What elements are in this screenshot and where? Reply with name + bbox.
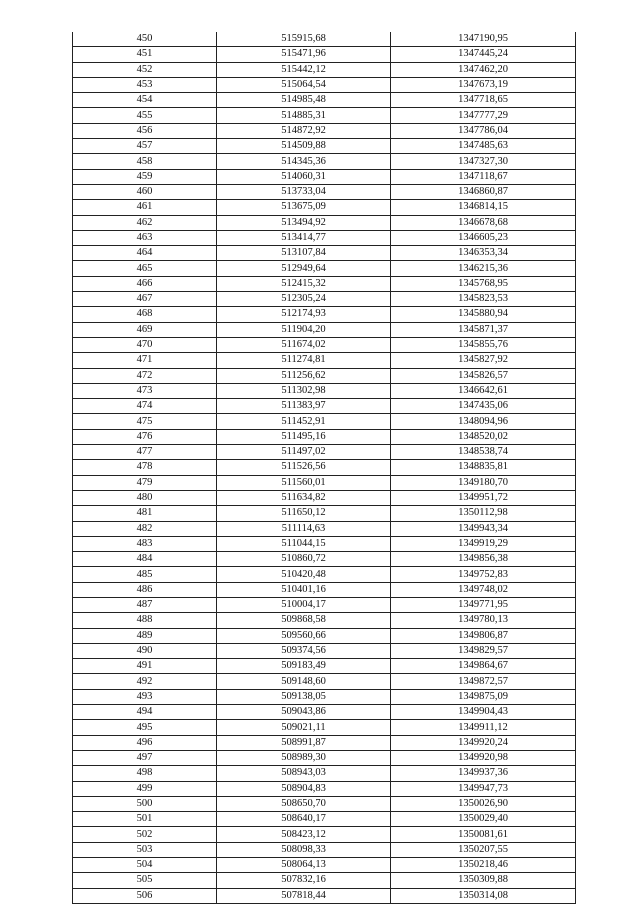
- x-coordinate-cell: 513494,92: [217, 215, 391, 230]
- x-coordinate-cell: 512174,93: [217, 307, 391, 322]
- table-row: [73, 750, 576, 765]
- x-coordinate-cell: 509043,86: [217, 705, 391, 720]
- x-coordinate-cell: 514985,48: [217, 93, 391, 108]
- table-row: [73, 781, 576, 796]
- x-coordinate-cell: 511526,56: [217, 460, 391, 475]
- y-coordinate-cell: 1347435,06: [391, 399, 576, 414]
- point-number-cell: 481: [73, 506, 217, 521]
- x-coordinate-cell: 513675,09: [217, 200, 391, 215]
- point-number-cell: 486: [73, 582, 217, 597]
- y-coordinate-cell: 1348538,74: [391, 445, 576, 460]
- table-row: [73, 628, 576, 643]
- table-row: [73, 659, 576, 674]
- x-coordinate-cell: 510860,72: [217, 552, 391, 567]
- y-coordinate-cell: 1347485,63: [391, 139, 576, 154]
- y-coordinate-cell: 1345855,76: [391, 337, 576, 352]
- table-row: [73, 322, 576, 337]
- y-coordinate-cell: 1347445,24: [391, 47, 576, 62]
- point-number-cell: 456: [73, 123, 217, 138]
- point-number-cell: 495: [73, 720, 217, 735]
- x-coordinate-cell: 513414,77: [217, 230, 391, 245]
- x-coordinate-cell: 508098,33: [217, 842, 391, 857]
- y-coordinate-cell: 1346678,68: [391, 215, 576, 230]
- point-number-cell: 469: [73, 322, 217, 337]
- x-coordinate-cell: 513107,84: [217, 246, 391, 261]
- y-coordinate-cell: 1347327,30: [391, 154, 576, 169]
- x-coordinate-cell: 508064,13: [217, 858, 391, 873]
- point-number-cell: 491: [73, 659, 217, 674]
- point-number-cell: 467: [73, 292, 217, 307]
- table-row: [73, 460, 576, 475]
- y-coordinate-cell: 1349920,24: [391, 735, 576, 750]
- point-number-cell: 493: [73, 689, 217, 704]
- point-number-cell: 479: [73, 475, 217, 490]
- x-coordinate-cell: 509183,49: [217, 659, 391, 674]
- y-coordinate-cell: 1348835,81: [391, 460, 576, 475]
- point-number-cell: 488: [73, 613, 217, 628]
- x-coordinate-cell: 512415,32: [217, 276, 391, 291]
- x-coordinate-cell: 508943,03: [217, 766, 391, 781]
- table-row: [73, 337, 576, 352]
- table-row: [73, 674, 576, 689]
- y-coordinate-cell: 1349780,13: [391, 613, 576, 628]
- point-number-cell: 494: [73, 705, 217, 720]
- y-coordinate-cell: 1350081,61: [391, 827, 576, 842]
- point-number-cell: 498: [73, 766, 217, 781]
- x-coordinate-cell: 508650,70: [217, 796, 391, 811]
- x-coordinate-cell: 508989,30: [217, 750, 391, 765]
- y-coordinate-cell: 1349856,38: [391, 552, 576, 567]
- point-number-cell: 473: [73, 383, 217, 398]
- table-row: [73, 32, 576, 47]
- table-row: [73, 154, 576, 169]
- table-row: [73, 827, 576, 842]
- x-coordinate-cell: 510004,17: [217, 597, 391, 612]
- table-row: [73, 643, 576, 658]
- y-coordinate-cell: 1349829,57: [391, 643, 576, 658]
- y-coordinate-cell: 1347462,20: [391, 62, 576, 77]
- point-number-cell: 503: [73, 842, 217, 857]
- y-coordinate-cell: 1346860,87: [391, 184, 576, 199]
- table-row: [73, 184, 576, 199]
- y-coordinate-cell: 1345826,57: [391, 368, 576, 383]
- x-coordinate-cell: 509374,56: [217, 643, 391, 658]
- y-coordinate-cell: 1349875,09: [391, 689, 576, 704]
- y-coordinate-cell: 1349771,95: [391, 597, 576, 612]
- point-number-cell: 457: [73, 139, 217, 154]
- point-number-cell: 472: [73, 368, 217, 383]
- table-row: [73, 536, 576, 551]
- point-number-cell: 499: [73, 781, 217, 796]
- x-coordinate-cell: 507832,16: [217, 873, 391, 888]
- y-coordinate-cell: 1346353,34: [391, 246, 576, 261]
- coordinate-table: [72, 32, 576, 904]
- x-coordinate-cell: 515915,68: [217, 32, 391, 47]
- table-row: [73, 506, 576, 521]
- y-coordinate-cell: 1346605,23: [391, 230, 576, 245]
- table-row: [73, 858, 576, 873]
- table-row: [73, 689, 576, 704]
- point-number-cell: 497: [73, 750, 217, 765]
- point-number-cell: 464: [73, 246, 217, 261]
- table-row: [73, 230, 576, 245]
- table-row: [73, 353, 576, 368]
- y-coordinate-cell: 1346215,36: [391, 261, 576, 276]
- x-coordinate-cell: 511302,98: [217, 383, 391, 398]
- table-row: [73, 475, 576, 490]
- x-coordinate-cell: 508991,87: [217, 735, 391, 750]
- table-row: [73, 200, 576, 215]
- table-row: [73, 276, 576, 291]
- table-row: [73, 490, 576, 505]
- y-coordinate-cell: 1345823,53: [391, 292, 576, 307]
- x-coordinate-cell: 514345,36: [217, 154, 391, 169]
- x-coordinate-cell: 510401,16: [217, 582, 391, 597]
- table-row: [73, 613, 576, 628]
- point-number-cell: 480: [73, 490, 217, 505]
- point-number-cell: 471: [73, 353, 217, 368]
- y-coordinate-cell: 1350207,55: [391, 842, 576, 857]
- point-number-cell: 489: [73, 628, 217, 643]
- y-coordinate-cell: 1350314,08: [391, 888, 576, 903]
- x-coordinate-cell: 512305,24: [217, 292, 391, 307]
- point-number-cell: 500: [73, 796, 217, 811]
- x-coordinate-cell: 514885,31: [217, 108, 391, 123]
- point-number-cell: 484: [73, 552, 217, 567]
- x-coordinate-cell: 509148,60: [217, 674, 391, 689]
- point-number-cell: 459: [73, 169, 217, 184]
- point-number-cell: 496: [73, 735, 217, 750]
- table-row: [73, 429, 576, 444]
- table-row: [73, 582, 576, 597]
- y-coordinate-cell: 1349911,12: [391, 720, 576, 735]
- y-coordinate-cell: 1349943,34: [391, 521, 576, 536]
- y-coordinate-cell: 1350029,40: [391, 812, 576, 827]
- point-number-cell: 482: [73, 521, 217, 536]
- table-row: [73, 597, 576, 612]
- table-row: [73, 720, 576, 735]
- table-row: [73, 261, 576, 276]
- point-number-cell: 505: [73, 873, 217, 888]
- x-coordinate-cell: 509138,05: [217, 689, 391, 704]
- y-coordinate-cell: 1347718,65: [391, 93, 576, 108]
- point-number-cell: 451: [73, 47, 217, 62]
- table-row: [73, 552, 576, 567]
- table-row: [73, 383, 576, 398]
- table-row: [73, 139, 576, 154]
- point-number-cell: 465: [73, 261, 217, 276]
- x-coordinate-cell: 515471,96: [217, 47, 391, 62]
- point-number-cell: 463: [73, 230, 217, 245]
- y-coordinate-cell: 1347673,19: [391, 77, 576, 92]
- y-coordinate-cell: 1347777,29: [391, 108, 576, 123]
- coordinate-table-body: [73, 32, 576, 903]
- point-number-cell: 492: [73, 674, 217, 689]
- table-row: [73, 62, 576, 77]
- point-number-cell: 468: [73, 307, 217, 322]
- table-row: [73, 888, 576, 903]
- x-coordinate-cell: 511560,01: [217, 475, 391, 490]
- point-number-cell: 460: [73, 184, 217, 199]
- table-row: [73, 567, 576, 582]
- x-coordinate-cell: 511904,20: [217, 322, 391, 337]
- x-coordinate-cell: 511650,12: [217, 506, 391, 521]
- y-coordinate-cell: 1349937,36: [391, 766, 576, 781]
- point-number-cell: 478: [73, 460, 217, 475]
- table-row: [73, 399, 576, 414]
- x-coordinate-cell: 511114,63: [217, 521, 391, 536]
- table-row: [73, 246, 576, 261]
- table-row: [73, 93, 576, 108]
- table-row: [73, 307, 576, 322]
- y-coordinate-cell: 1349806,87: [391, 628, 576, 643]
- y-coordinate-cell: 1349919,29: [391, 536, 576, 551]
- y-coordinate-cell: 1345871,37: [391, 322, 576, 337]
- x-coordinate-cell: 509868,58: [217, 613, 391, 628]
- x-coordinate-cell: 511495,16: [217, 429, 391, 444]
- table-row: [73, 77, 576, 92]
- table-row: [73, 169, 576, 184]
- y-coordinate-cell: 1350218,46: [391, 858, 576, 873]
- x-coordinate-cell: 511634,82: [217, 490, 391, 505]
- table-row: [73, 414, 576, 429]
- point-number-cell: 462: [73, 215, 217, 230]
- y-coordinate-cell: 1349748,02: [391, 582, 576, 597]
- table-row: [73, 735, 576, 750]
- table-row: [73, 842, 576, 857]
- table-row: [73, 766, 576, 781]
- y-coordinate-cell: 1345827,92: [391, 353, 576, 368]
- y-coordinate-cell: 1347786,04: [391, 123, 576, 138]
- y-coordinate-cell: 1349180,70: [391, 475, 576, 490]
- point-number-cell: 477: [73, 445, 217, 460]
- point-number-cell: 474: [73, 399, 217, 414]
- x-coordinate-cell: 507818,44: [217, 888, 391, 903]
- table-row: [73, 873, 576, 888]
- point-number-cell: 502: [73, 827, 217, 842]
- x-coordinate-cell: 511383,97: [217, 399, 391, 414]
- point-number-cell: 485: [73, 567, 217, 582]
- point-number-cell: 453: [73, 77, 217, 92]
- y-coordinate-cell: 1348520,02: [391, 429, 576, 444]
- table-row: [73, 215, 576, 230]
- x-coordinate-cell: 509021,11: [217, 720, 391, 735]
- point-number-cell: 455: [73, 108, 217, 123]
- point-number-cell: 487: [73, 597, 217, 612]
- point-number-cell: 506: [73, 888, 217, 903]
- x-coordinate-cell: 508423,12: [217, 827, 391, 842]
- point-number-cell: 504: [73, 858, 217, 873]
- x-coordinate-cell: 511044,15: [217, 536, 391, 551]
- y-coordinate-cell: 1349920,98: [391, 750, 576, 765]
- y-coordinate-cell: 1346814,15: [391, 200, 576, 215]
- point-number-cell: 466: [73, 276, 217, 291]
- y-coordinate-cell: 1350309,88: [391, 873, 576, 888]
- y-coordinate-cell: 1349752,83: [391, 567, 576, 582]
- point-number-cell: 452: [73, 62, 217, 77]
- table-row: [73, 796, 576, 811]
- x-coordinate-cell: 511274,81: [217, 353, 391, 368]
- point-number-cell: 490: [73, 643, 217, 658]
- point-number-cell: 461: [73, 200, 217, 215]
- y-coordinate-cell: 1345768,95: [391, 276, 576, 291]
- y-coordinate-cell: 1349951,72: [391, 490, 576, 505]
- y-coordinate-cell: 1345880,94: [391, 307, 576, 322]
- y-coordinate-cell: 1347118,67: [391, 169, 576, 184]
- point-number-cell: 501: [73, 812, 217, 827]
- table-row: [73, 47, 576, 62]
- x-coordinate-cell: 511497,02: [217, 445, 391, 460]
- y-coordinate-cell: 1350026,90: [391, 796, 576, 811]
- y-coordinate-cell: 1347190,95: [391, 32, 576, 47]
- x-coordinate-cell: 515442,12: [217, 62, 391, 77]
- table-row: [73, 292, 576, 307]
- y-coordinate-cell: 1348094,96: [391, 414, 576, 429]
- x-coordinate-cell: 511674,02: [217, 337, 391, 352]
- y-coordinate-cell: 1349864,67: [391, 659, 576, 674]
- y-coordinate-cell: 1349947,73: [391, 781, 576, 796]
- x-coordinate-cell: 513733,04: [217, 184, 391, 199]
- x-coordinate-cell: 512949,64: [217, 261, 391, 276]
- point-number-cell: 454: [73, 93, 217, 108]
- x-coordinate-cell: 514509,88: [217, 139, 391, 154]
- y-coordinate-cell: 1346642,61: [391, 383, 576, 398]
- x-coordinate-cell: 510420,48: [217, 567, 391, 582]
- table-row: [73, 812, 576, 827]
- y-coordinate-cell: 1349872,57: [391, 674, 576, 689]
- table-row: [73, 521, 576, 536]
- y-coordinate-cell: 1349904,43: [391, 705, 576, 720]
- table-row: [73, 123, 576, 138]
- point-number-cell: 475: [73, 414, 217, 429]
- x-coordinate-cell: 514060,31: [217, 169, 391, 184]
- point-number-cell: 483: [73, 536, 217, 551]
- x-coordinate-cell: 515064,54: [217, 77, 391, 92]
- table-row: [73, 368, 576, 383]
- table-row: [73, 705, 576, 720]
- y-coordinate-cell: 1350112,98: [391, 506, 576, 521]
- point-number-cell: 470: [73, 337, 217, 352]
- point-number-cell: 450: [73, 32, 217, 47]
- x-coordinate-cell: 514872,92: [217, 123, 391, 138]
- x-coordinate-cell: 509560,66: [217, 628, 391, 643]
- table-row: [73, 108, 576, 123]
- x-coordinate-cell: 508904,83: [217, 781, 391, 796]
- x-coordinate-cell: 508640,17: [217, 812, 391, 827]
- point-number-cell: 476: [73, 429, 217, 444]
- table-row: [73, 445, 576, 460]
- point-number-cell: 458: [73, 154, 217, 169]
- x-coordinate-cell: 511452,91: [217, 414, 391, 429]
- x-coordinate-cell: 511256,62: [217, 368, 391, 383]
